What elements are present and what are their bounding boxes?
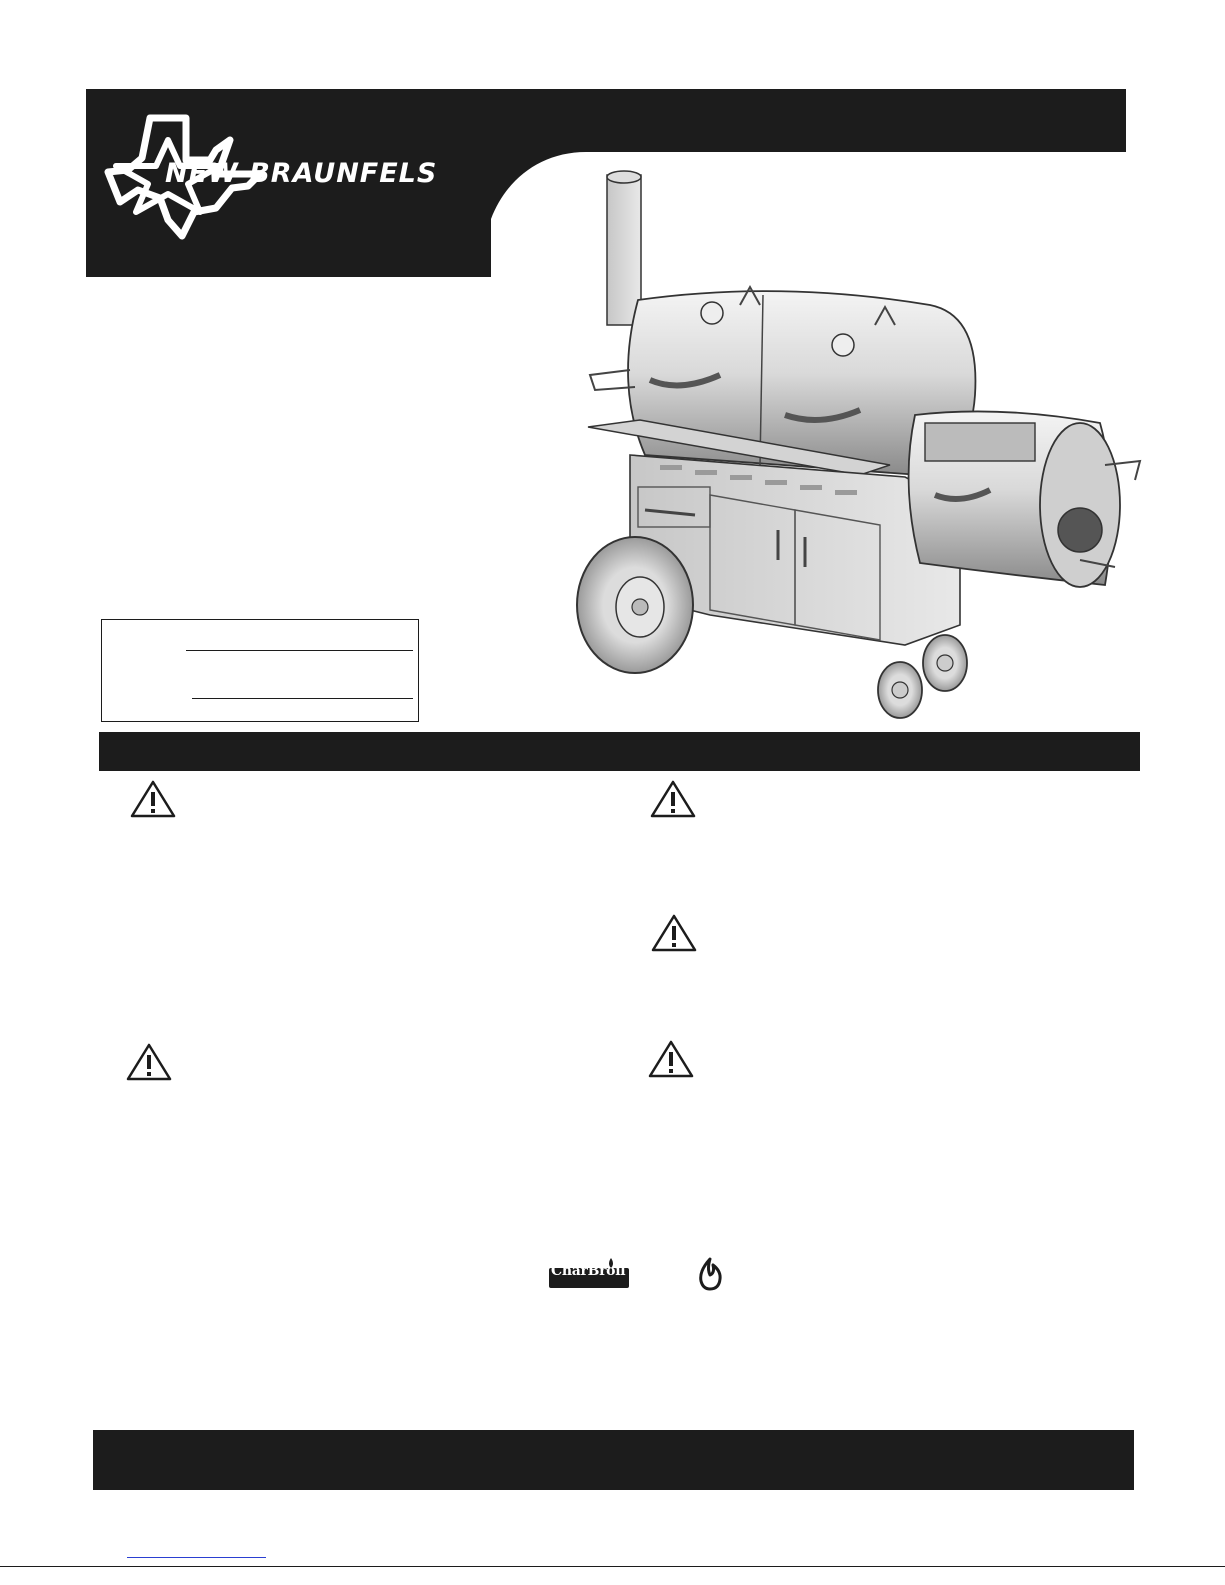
footer-bar: [93, 1430, 1134, 1490]
warning-triangle-icon: [648, 1040, 694, 1078]
record-line-2: [192, 698, 413, 699]
flame-logo-icon: [695, 1257, 725, 1291]
brand-wordmark: NEW BRAUNFELS: [165, 158, 438, 189]
warning-triangle-icon: [650, 780, 696, 818]
charbroil-wordmark: CharBroil: [551, 1263, 626, 1279]
record-line-1: [186, 650, 413, 651]
safety-header-bar: [99, 732, 1140, 771]
offset-smoker-illustration: [560, 165, 1160, 725]
record-info-box: [101, 619, 419, 722]
page-bottom-rule: [0, 1566, 1225, 1567]
warning-triangle-icon: [126, 1043, 172, 1081]
warning-triangle-icon: [651, 914, 697, 952]
warning-triangle-icon: [130, 780, 176, 818]
footer-link-underline[interactable]: [127, 1557, 266, 1558]
